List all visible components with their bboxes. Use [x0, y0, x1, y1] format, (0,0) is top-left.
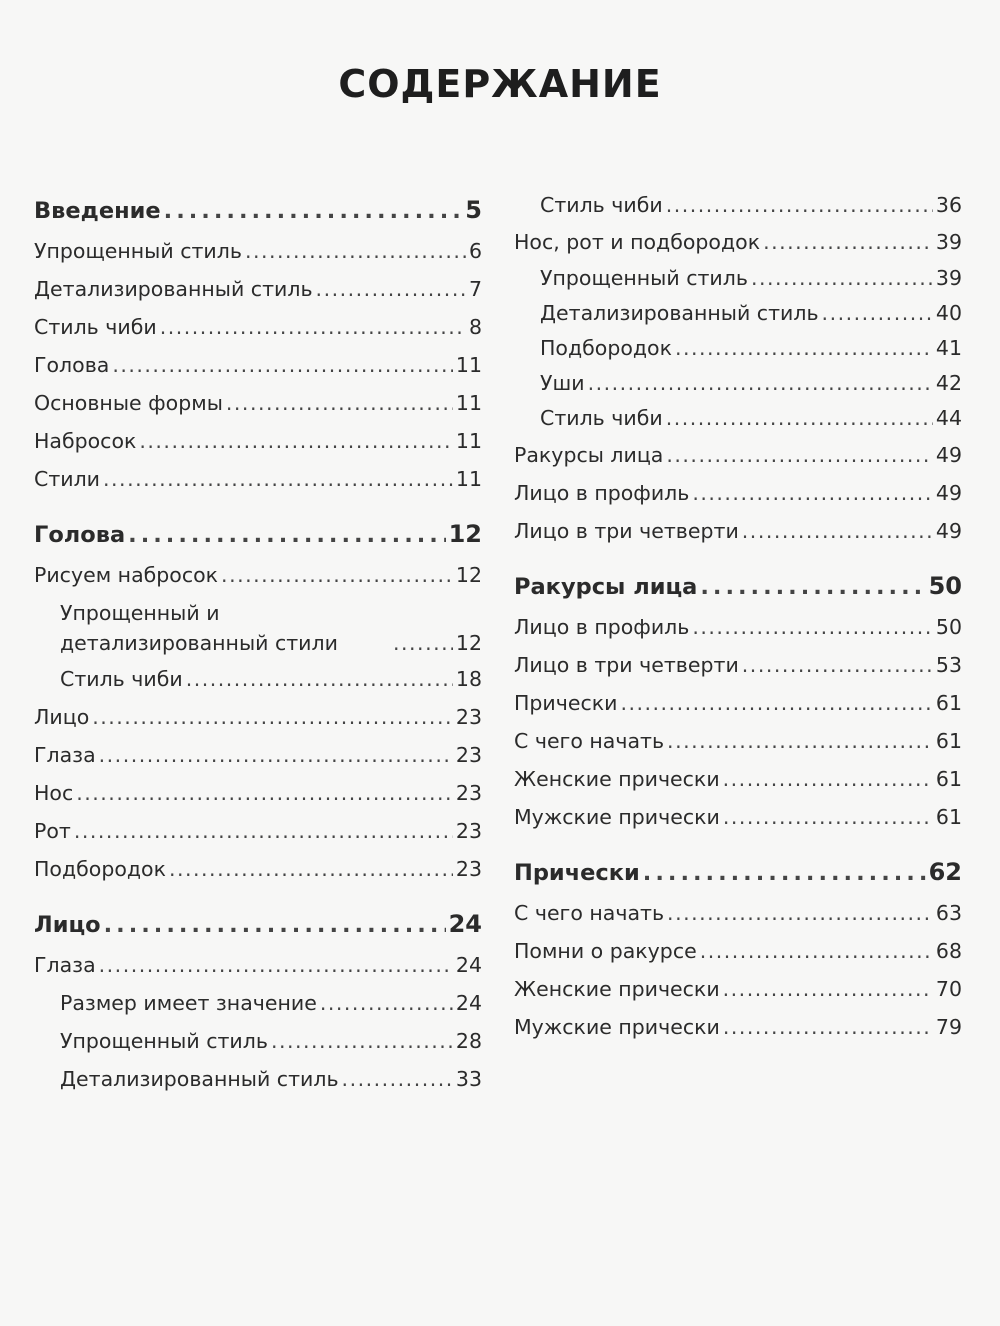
toc-entry-title: Уши [540, 371, 585, 395]
toc-subentry [514, 261, 962, 296]
toc-page-number: 23 [455, 743, 482, 767]
toc-section-heading [34, 188, 482, 232]
toc-page-number: 23 [455, 857, 482, 881]
toc-page-number: 36 [935, 193, 962, 217]
dot-leader [692, 474, 933, 512]
toc-page-number: 42 [935, 371, 962, 395]
toc-page-number: 39 [935, 266, 962, 290]
dot-leader [99, 946, 453, 984]
toc-entry-title: Ракурсы лица [514, 443, 664, 467]
toc-entry [514, 608, 962, 646]
dot-leader [164, 189, 463, 233]
toc-page-number: 11 [455, 353, 482, 377]
toc-entry-title: Стили [34, 467, 101, 491]
dot-leader [723, 970, 933, 1008]
toc-page-number: 68 [935, 939, 962, 963]
toc-page-number: 62 [928, 858, 962, 886]
toc-entry-title: Упрощенный и детализированный стили [60, 601, 338, 655]
dot-leader [103, 460, 453, 498]
toc-entry-title: Основные формы [34, 391, 223, 415]
dot-leader [742, 646, 933, 684]
toc-page-number: 79 [935, 1015, 962, 1039]
toc-entry-title: Женские прически [514, 767, 720, 791]
toc-entry [514, 474, 962, 512]
dot-leader [221, 556, 453, 594]
toc-entry-title: Размер имеет значение [60, 991, 317, 1015]
dot-leader [226, 384, 453, 422]
toc-page-number: 23 [455, 781, 482, 805]
toc-page-number: 5 [465, 196, 482, 224]
toc-entry [34, 346, 482, 384]
toc-entry [34, 384, 482, 422]
toc-page-number: 24 [455, 991, 482, 1015]
dot-leader [316, 270, 466, 308]
toc-page-number: 11 [455, 429, 482, 453]
dot-leader [700, 932, 933, 970]
toc-entry [514, 436, 962, 474]
toc-entry [514, 894, 962, 932]
toc-entry [514, 722, 962, 760]
toc-page-number: 70 [935, 977, 962, 1001]
toc-entry [34, 232, 482, 270]
dot-leader [186, 660, 453, 698]
toc-entry-title: Мужские прически [514, 1015, 720, 1039]
toc-page-number: 24 [455, 953, 482, 977]
toc-entry [514, 970, 962, 1008]
page-title: СОДЕРЖАНИЕ [338, 62, 662, 106]
toc-page-number: 39 [935, 230, 962, 254]
dot-leader [700, 565, 925, 609]
toc-entry-title: Упрощенный стиль [34, 239, 242, 263]
toc-page-number: 23 [455, 819, 482, 843]
dot-leader [245, 232, 466, 270]
toc-page-number: 63 [935, 901, 962, 925]
toc-left-column [34, 188, 482, 1098]
dot-leader [723, 798, 933, 836]
dot-leader [666, 401, 933, 436]
toc-page-number: 61 [935, 805, 962, 829]
dot-leader [620, 684, 932, 722]
toc-right-column [514, 188, 962, 1046]
toc-entry-title: Лицо [34, 912, 101, 938]
dot-leader [92, 698, 453, 736]
toc-section-heading [514, 850, 962, 894]
toc-entry-title: Мужские прически [514, 805, 720, 829]
dot-leader [169, 850, 453, 888]
toc-section-heading [34, 512, 482, 556]
toc-section-heading [34, 902, 482, 946]
toc-entry-title: Упрощенный стиль [540, 266, 748, 290]
toc-page-number: 33 [455, 1067, 482, 1091]
toc-entry [34, 812, 482, 850]
dot-leader [99, 736, 453, 774]
toc-subentry [514, 366, 962, 401]
toc-page-number: 53 [935, 653, 962, 677]
toc-entry-title: Голова [34, 353, 110, 377]
toc-page-number: 12 [455, 631, 482, 655]
toc-entry [514, 760, 962, 798]
toc-page-number: 23 [455, 705, 482, 729]
dot-leader [667, 894, 933, 932]
toc-subentry [34, 984, 482, 1022]
toc-entry-title: Женские прически [514, 977, 720, 1001]
toc-page-number: 61 [935, 691, 962, 715]
toc-entry [34, 850, 482, 888]
dot-leader [666, 436, 933, 474]
toc-entry-title: Лицо в профиль [514, 481, 690, 505]
toc-page-number: 24 [448, 910, 482, 938]
toc-entry-title: Глаза [34, 953, 96, 977]
dot-leader [643, 851, 926, 895]
toc-page-number: 61 [935, 767, 962, 791]
toc-entry-title: Глаза [34, 743, 96, 767]
toc-entry-title: Подбородок [540, 336, 672, 360]
toc-page-number: 28 [455, 1029, 482, 1053]
toc-entry-title: Лицо в профиль [514, 615, 690, 639]
dot-leader [393, 628, 453, 658]
toc-page-number: 49 [935, 481, 962, 505]
toc-page-number: 12 [455, 563, 482, 587]
toc-entry-title: Введение [34, 198, 161, 224]
toc-entry-title: Подбородок [34, 857, 166, 881]
dot-leader [128, 513, 445, 557]
toc-entry [514, 223, 962, 261]
toc-entry [34, 308, 482, 346]
toc-subentry [34, 594, 482, 660]
toc-page-number: 11 [455, 467, 482, 491]
toc-subentry [34, 1022, 482, 1060]
dot-leader [751, 261, 933, 296]
toc-section-heading [514, 564, 962, 608]
toc-entry-title: Нос, рот и подбородок [514, 230, 761, 254]
toc-entry [34, 556, 482, 594]
toc-page-number: 6 [468, 239, 482, 263]
toc-page-number: 41 [935, 336, 962, 360]
dot-leader [666, 188, 933, 223]
toc-entry [514, 798, 962, 836]
toc-page-number: 61 [935, 729, 962, 753]
toc-entry [34, 946, 482, 984]
toc-entry [514, 1008, 962, 1046]
toc-page-number: 49 [935, 519, 962, 543]
toc-page-number: 40 [935, 301, 962, 325]
toc-page-number: 7 [468, 277, 482, 301]
toc-subentry [514, 296, 962, 331]
dot-leader [342, 1060, 453, 1098]
dot-leader [723, 1008, 933, 1046]
toc-entry-title: Стиль чиби [34, 315, 157, 339]
toc-entry [514, 684, 962, 722]
toc-entry-title: Помни о ракурсе [514, 939, 697, 963]
dot-leader [271, 1022, 453, 1060]
toc-subentry [514, 331, 962, 366]
toc-page-number: 50 [935, 615, 962, 639]
toc-entry-title: Упрощенный стиль [60, 1029, 268, 1053]
toc-entry-title: Лицо в три четверти [514, 519, 739, 543]
dot-leader [667, 722, 933, 760]
toc-entry [34, 460, 482, 498]
toc-entry-title: Прически [514, 860, 640, 886]
toc-subentry [514, 188, 962, 223]
toc-entry-title: С чего начать [514, 729, 665, 753]
dot-leader [822, 296, 933, 331]
dot-leader [74, 812, 453, 850]
dot-leader [320, 984, 453, 1022]
toc-entry [514, 512, 962, 550]
dot-leader [160, 308, 466, 346]
toc-entry-title: Лицо [34, 705, 90, 729]
toc-entry-title: С чего начать [514, 901, 665, 925]
dot-leader [76, 774, 453, 812]
toc-page-number: 8 [468, 315, 482, 339]
toc-page-number: 49 [935, 443, 962, 467]
toc-entry-title: Детализированный стиль [60, 1067, 339, 1091]
toc-entry-title: Стиль чиби [60, 667, 183, 691]
toc-page-number: 12 [448, 520, 482, 548]
toc-entry [34, 698, 482, 736]
toc-subentry [34, 1060, 482, 1098]
dot-leader [692, 608, 933, 646]
toc-entry [514, 932, 962, 970]
dot-leader [139, 422, 453, 460]
toc-entry-title: Детализированный стиль [540, 301, 819, 325]
dot-leader [723, 760, 933, 798]
toc-entry [34, 736, 482, 774]
toc-entry-title: Лицо в три четверти [514, 653, 739, 677]
dot-leader [763, 223, 933, 261]
toc-entry [34, 774, 482, 812]
toc-subentry [34, 660, 482, 698]
toc-entry [514, 646, 962, 684]
toc-entry-title: Детализированный стиль [34, 277, 313, 301]
toc-entry-title: Рот [34, 819, 71, 843]
toc-entry [34, 422, 482, 460]
toc-entry [34, 270, 482, 308]
toc-entry-title: Нос [34, 781, 74, 805]
toc-entry-title: Рисуем набросок [34, 563, 219, 587]
dot-leader [112, 346, 453, 384]
toc-page-number: 50 [928, 572, 962, 600]
toc-page-number: 18 [455, 667, 482, 691]
toc-entry-title: Голова [34, 522, 126, 548]
toc-entry-title: Стиль чиби [540, 406, 663, 430]
toc-entry-title: Ракурсы лица [514, 574, 698, 600]
dot-leader [588, 366, 933, 401]
toc-subentry [514, 401, 962, 436]
toc-page-number: 44 [935, 406, 962, 430]
toc-entry-title: Прически [514, 691, 618, 715]
dot-leader [742, 512, 933, 550]
toc-entry-title: Набросок [34, 429, 137, 453]
dot-leader [104, 903, 446, 947]
toc-page-number: 11 [455, 391, 482, 415]
toc-entry-title: Стиль чиби [540, 193, 663, 217]
dot-leader [675, 331, 933, 366]
